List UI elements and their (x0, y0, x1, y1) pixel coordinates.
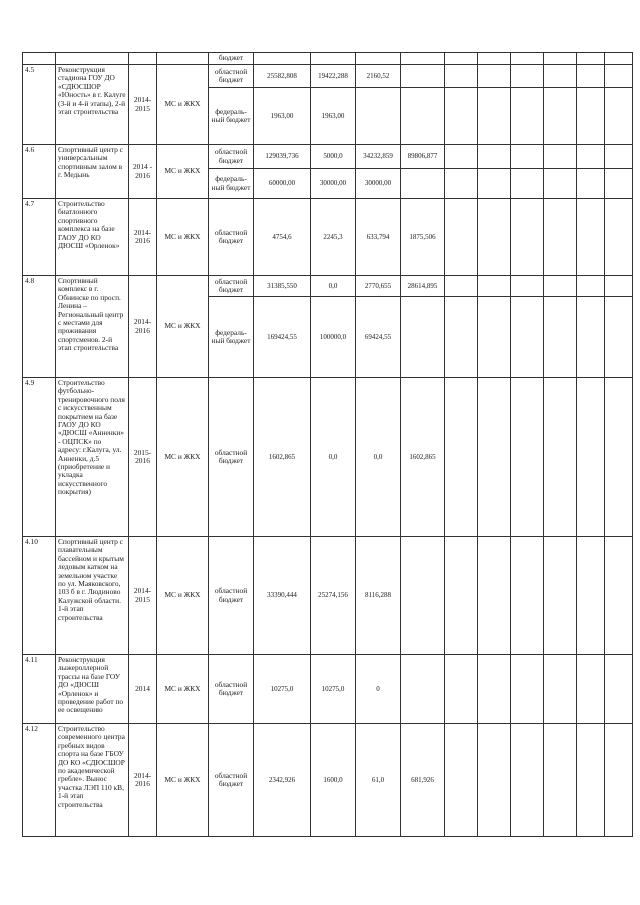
empty-cell (544, 724, 577, 837)
empty-cell (445, 537, 478, 655)
row-number: 4.6 (23, 145, 56, 199)
empty-cell (605, 276, 633, 297)
year-2014-value: 19422,288 (311, 65, 356, 88)
year-2015-value: 30000,00 (356, 169, 401, 199)
funding-source: областной бюджет (209, 276, 254, 297)
empty-cell (478, 537, 511, 655)
empty-cell (56, 53, 129, 65)
year-2015-value: 8116,288 (356, 537, 401, 655)
year-2015-value: 633,794 (356, 199, 401, 276)
empty-cell (511, 169, 544, 199)
empty-cell (544, 53, 577, 65)
object-name: Реконструкция лыжероллерной трассы на базе ГОУ ДО «ДЮСШ «Орленок» и проведение работ по ее освещению (56, 655, 129, 724)
period: 2014 - 2016 (129, 145, 157, 199)
year-2015-value: 69424,55 (356, 297, 401, 378)
period: 2014-2016 (129, 724, 157, 837)
total-value: 4754,6 (254, 199, 311, 276)
row-number: 4.8 (23, 276, 56, 378)
executor: МС и ЖКХ (157, 65, 209, 145)
empty-cell (23, 53, 56, 65)
total-value: 169424,55 (254, 297, 311, 378)
empty-cell (605, 145, 633, 169)
empty-cell (511, 276, 544, 297)
year-2014-value: 25274,156 (311, 537, 356, 655)
empty-cell (478, 65, 511, 88)
total-value: 60000,00 (254, 169, 311, 199)
empty-cell (544, 199, 577, 276)
year-2016-value: 1875,506 (401, 199, 445, 276)
object-name: Спортивный центр с плавательным бассейном и крытым ледовым катком на земельном участке по ул. Маяковского, 103 б в г. Людиново Калужской области. 1-й этап строительства (56, 537, 129, 655)
empty-cell (445, 276, 478, 297)
year-2015-value (356, 88, 401, 145)
total-value: 1602,865 (254, 378, 311, 537)
funding-source: бюджет (209, 53, 254, 65)
empty-cell (544, 276, 577, 297)
year-2014-value: 5000,0 (311, 145, 356, 169)
empty-cell (445, 169, 478, 199)
empty-cell (577, 276, 605, 297)
empty-cell (544, 169, 577, 199)
table-row (23, 199, 633, 276)
empty-cell (605, 88, 633, 145)
period: 2014-2016 (129, 199, 157, 276)
empty-cell (544, 378, 577, 537)
executor: МС и ЖКХ (157, 724, 209, 837)
empty-cell (511, 724, 544, 837)
object-name: Строительство биатлонного спортивного комплекса на базе ГАОУ ДО КО ДЮСШ «Орленок» (56, 199, 129, 276)
total-value: 10275,0 (254, 655, 311, 724)
empty-cell (478, 297, 511, 378)
table-row (23, 655, 633, 724)
executor: МС и ЖКХ (157, 378, 209, 537)
empty-cell (544, 537, 577, 655)
year-2016-value: 89806,877 (401, 145, 445, 169)
empty-cell (157, 53, 209, 65)
empty-cell (445, 88, 478, 145)
empty-cell (478, 724, 511, 837)
empty-cell (445, 199, 478, 276)
funding-source: областной бюджет (209, 199, 254, 276)
empty-cell (544, 655, 577, 724)
empty-cell (605, 65, 633, 88)
year-2015-value: 34232,859 (356, 145, 401, 169)
table-row (23, 378, 633, 537)
total-value: 129039,736 (254, 145, 311, 169)
empty-cell (511, 65, 544, 88)
executor: МС и ЖКХ (157, 537, 209, 655)
empty-cell (478, 655, 511, 724)
empty-cell (544, 297, 577, 378)
executor: МС и ЖКХ (157, 145, 209, 199)
empty-cell (544, 65, 577, 88)
empty-cell (445, 53, 478, 65)
empty-cell (605, 53, 633, 65)
object-name: Реконструкция стадиона ГОУ ДО «СДЮСШОР «Юность» в г. Калуге (3-й и 4-й этапы), 2-й этап строительства (56, 65, 129, 145)
empty-cell (577, 724, 605, 837)
year-2015-value: 0 (356, 655, 401, 724)
year-2015-value: 2160,52 (356, 65, 401, 88)
funding-source: областной бюджет (209, 65, 254, 88)
total-value: 2342,926 (254, 724, 311, 837)
empty-cell (511, 297, 544, 378)
empty-cell (577, 145, 605, 169)
empty-cell (445, 65, 478, 88)
funding-source: федераль-ный бюджет (209, 169, 254, 199)
program-table (22, 52, 633, 837)
row-number: 4.10 (23, 537, 56, 655)
empty-cell (478, 169, 511, 199)
empty-cell (445, 724, 478, 837)
table-row (23, 537, 633, 655)
year-2014-value: 0,0 (311, 276, 356, 297)
year-2014-value: 1600,0 (311, 724, 356, 837)
empty-cell (511, 655, 544, 724)
object-name: Спортивный центр с универсальным спортивным залом в г. Медынь (56, 145, 129, 199)
empty-cell (511, 53, 544, 65)
table-row (23, 724, 633, 837)
year-2016-value (401, 169, 445, 199)
table-row (23, 276, 633, 297)
funding-source: федераль-ный бюджет (209, 297, 254, 378)
empty-cell (577, 537, 605, 655)
year-2016-value (401, 655, 445, 724)
period: 2015-2016 (129, 378, 157, 537)
funding-source: областной бюджет (209, 145, 254, 169)
empty-cell (445, 378, 478, 537)
row-number: 4.9 (23, 378, 56, 537)
executor: МС и ЖКХ (157, 655, 209, 724)
executor: МС и ЖКХ (157, 276, 209, 378)
empty-cell (605, 378, 633, 537)
row-number: 4.7 (23, 199, 56, 276)
funding-source: областной бюджет (209, 537, 254, 655)
year-2016-value (401, 65, 445, 88)
empty-cell (577, 199, 605, 276)
empty-cell (577, 65, 605, 88)
year-2014-value: 30000,00 (311, 169, 356, 199)
empty-cell (511, 378, 544, 537)
empty-cell (577, 378, 605, 537)
year-2014-value: 2245,3 (311, 199, 356, 276)
funding-source: федераль-ный бюджет (209, 88, 254, 145)
empty-cell (478, 276, 511, 297)
funding-source: областной бюджет (209, 378, 254, 537)
year-2014-value: 0,0 (311, 378, 356, 537)
empty-cell (129, 53, 157, 65)
year-2016-value: 28614,895 (401, 276, 445, 297)
year-2016-value (401, 537, 445, 655)
empty-cell (311, 53, 356, 65)
empty-cell (577, 88, 605, 145)
year-2016-value (401, 297, 445, 378)
total-value: 33390,444 (254, 537, 311, 655)
empty-cell (478, 145, 511, 169)
period: 2014-2015 (129, 537, 157, 655)
empty-cell (254, 53, 311, 65)
empty-cell (577, 655, 605, 724)
empty-cell (605, 199, 633, 276)
year-2016-value (401, 88, 445, 145)
year-2014-value: 1963,00 (311, 88, 356, 145)
empty-cell (478, 88, 511, 145)
period: 2014-2016 (129, 276, 157, 378)
empty-cell (445, 655, 478, 724)
year-2014-value: 10275,0 (311, 655, 356, 724)
empty-cell (511, 145, 544, 169)
table-row (23, 145, 633, 169)
empty-cell (605, 537, 633, 655)
empty-cell (605, 655, 633, 724)
object-name: Строительство современного центра гребных видов спорта на базе ГБОУ ДО КО «СДЮСШОР по академической гребле». Вынос участка ЛЭП 110 кВ, 1-й этап строительства (56, 724, 129, 837)
empty-cell (478, 199, 511, 276)
table-row-continuation (23, 53, 633, 65)
executor: МС и ЖКХ (157, 199, 209, 276)
empty-cell (401, 53, 445, 65)
row-number: 4.12 (23, 724, 56, 837)
empty-cell (356, 53, 401, 65)
total-value: 1963,00 (254, 88, 311, 145)
table-row (23, 65, 633, 88)
year-2016-value: 681,926 (401, 724, 445, 837)
empty-cell (544, 145, 577, 169)
empty-cell (544, 88, 577, 145)
table-body (23, 53, 633, 837)
object-name: Строительство футбольно-тренировочного поля с искусственным покрытием на базе ГАОУ ДО КО «ДЮСШ «Анненки» - ОЦПСК» по адресу: г.Калуга, ул. Анненки, д.5 (приобретение и укладка искусственного покрытия) (56, 378, 129, 537)
empty-cell (445, 297, 478, 378)
empty-cell (511, 199, 544, 276)
year-2016-value: 1602,865 (401, 378, 445, 537)
empty-cell (478, 378, 511, 537)
empty-cell (577, 169, 605, 199)
funding-source: областной бюджет (209, 655, 254, 724)
row-number: 4.11 (23, 655, 56, 724)
empty-cell (445, 145, 478, 169)
year-2014-value: 100000,0 (311, 297, 356, 378)
year-2015-value: 61,0 (356, 724, 401, 837)
year-2015-value: 2770,655 (356, 276, 401, 297)
object-name: Спортивный комплекс в г. Обнинске по просп. Ленина – Региональный центр с местами для проживания спортсменов. 2-й этап строительства (56, 276, 129, 378)
empty-cell (511, 88, 544, 145)
empty-cell (478, 53, 511, 65)
empty-cell (605, 169, 633, 199)
year-2015-value: 0,0 (356, 378, 401, 537)
empty-cell (605, 297, 633, 378)
total-value: 31385,550 (254, 276, 311, 297)
empty-cell (577, 53, 605, 65)
empty-cell (605, 724, 633, 837)
total-value: 25582,808 (254, 65, 311, 88)
period: 2014-2015 (129, 65, 157, 145)
period: 2014 (129, 655, 157, 724)
empty-cell (577, 297, 605, 378)
row-number: 4.5 (23, 65, 56, 145)
empty-cell (511, 537, 544, 655)
funding-source: областной бюджет (209, 724, 254, 837)
